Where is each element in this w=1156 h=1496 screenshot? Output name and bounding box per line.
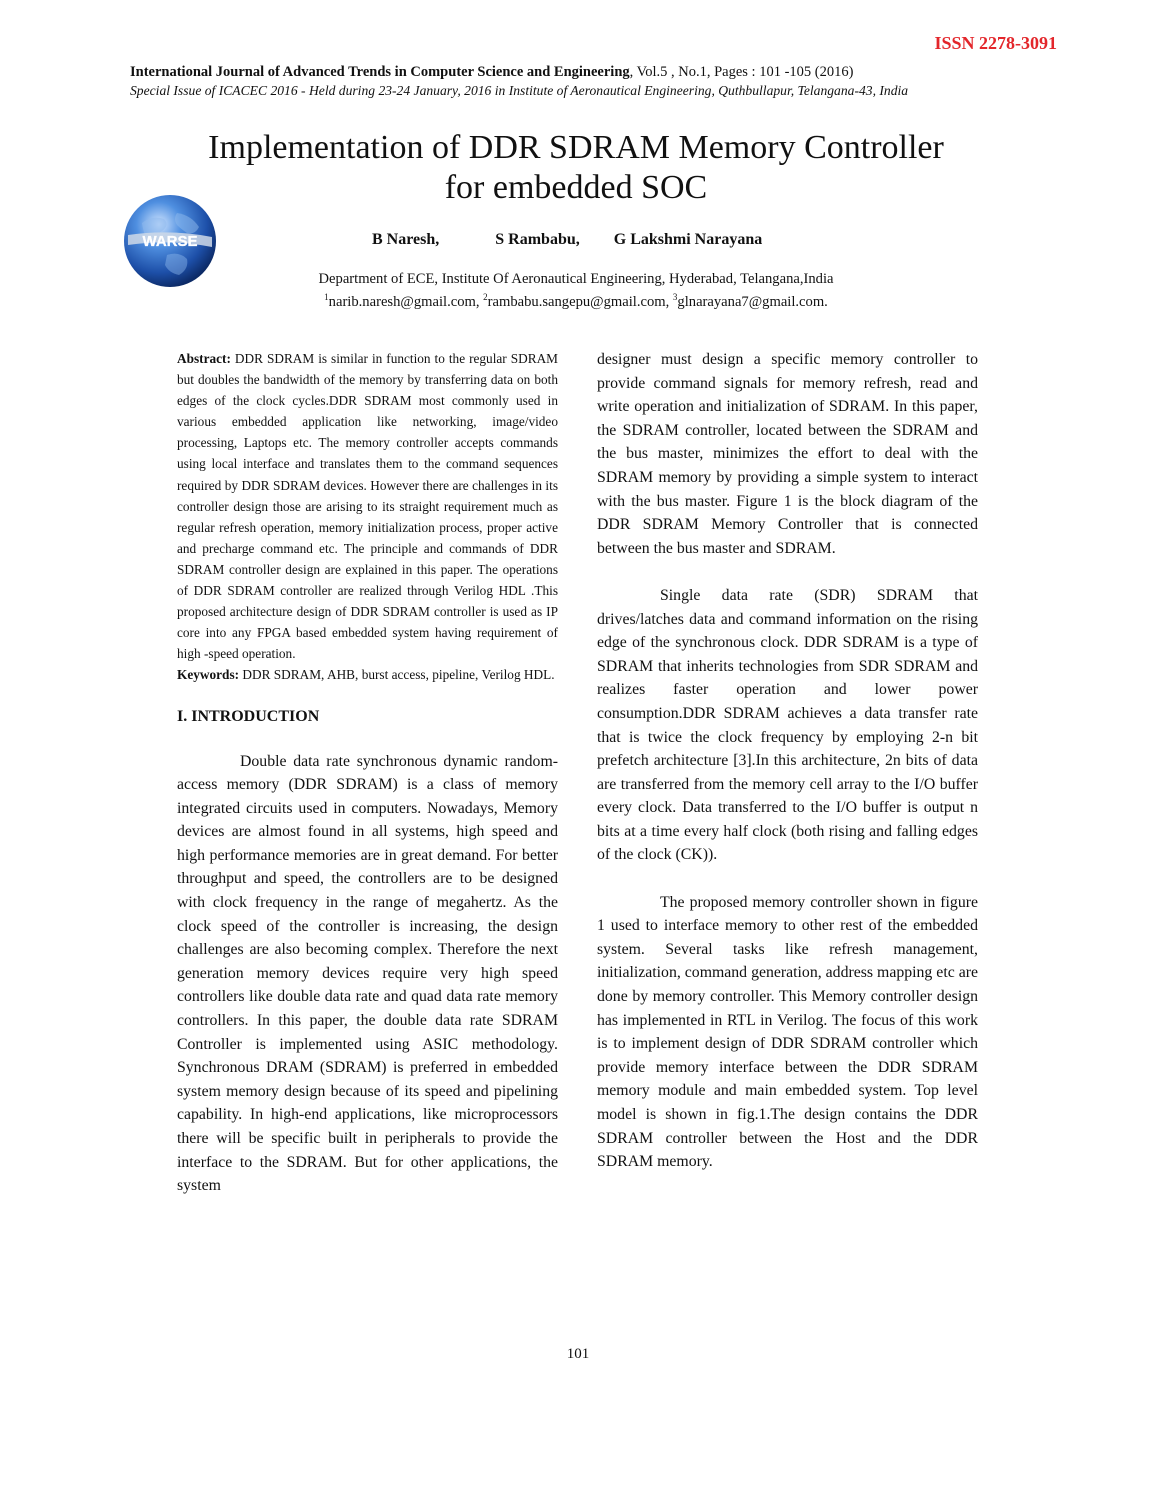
email-3: glnarayana7@gmail.com.	[677, 293, 828, 310]
title-line-1: Implementation of DDR SDRAM Memory Controller	[208, 129, 944, 166]
special-issue-line: Special Issue of ICACEC 2016 - Held during 23-24 January, 2016 in Institute of Aeronautical Engineering, Quthbullapur, Telangana-43, India	[130, 83, 909, 98]
author-3: G Lakshmi Narayana	[613, 231, 763, 248]
title-line-2: for embedded SOC	[444, 169, 708, 206]
right-column	[597, 348, 978, 1174]
email-1: narib.naresh@gmail.com,	[328, 293, 484, 310]
keywords-label: Keywords:	[177, 667, 240, 683]
keywords-text: DDR SDRAM, AHB, burst access, pipeline, Verilog HDL.	[239, 667, 555, 683]
left-column	[177, 348, 558, 1198]
section-heading: I. INTRODUCTION	[177, 707, 320, 725]
right-paragraph-3: The proposed memory controller shown in figure 1 used to interface memory to other rest of the embedded system. Several tasks like refresh management, initialization, command generation, address mapping etc are done by memory controller. This Memory controller design has implemented in RTL in Verilog. The focus of this work is to implement design of DDR SDRAM controller which provide memory interface between the DDR SDRAM memory module and main embedded system. Top level model is shown in fig.1.The design contains the DDR SDRAM controller between the Host and the DDR SDRAM memory.	[597, 893, 978, 1171]
email-sup-1: 1	[324, 292, 329, 302]
logo-text: WARSE	[142, 233, 198, 250]
author-list	[372, 231, 762, 249]
intro-paragraph-1: Double data rate synchronous dynamic random-access memory (DDR SDRAM) is a class of memory integrated circuits used in computers. Nowadays, Memory devices are almost found in all systems, high speed and high performance memories are in great demand. For better throughput and speed, the controllers are to be designed with clock frequency in the range of megahertz. As the clock speed of the controller is increasing, the design challenges are also becoming complex. Therefore the next generation memory devices require very high speed controllers like double data rate and quad data rate memory controllers. In this paper, the double data rate SDRAM Controller is implemented using ASIC methodology. Synchronous DRAM (SDRAM) is preferred in embedded system memory design because of its speed and pipelining capability. In high-end applications, like microprocessors there will be specific built in peripherals to provide the interface to the SDRAM. But for other applications, the system	[177, 752, 558, 1195]
journal-name: International Journal of Advanced Trends in Computer Science and Engineering	[130, 64, 630, 80]
affiliation-block	[200, 270, 952, 311]
page-number: 101	[566, 1346, 590, 1362]
journal-header	[130, 64, 1030, 81]
author-1: B Naresh,	[372, 231, 440, 248]
email-sup-2: 2	[483, 292, 488, 302]
affiliation: Department of ECE, Institute Of Aeronautical Engineering, Hyderabad, Telangana,India	[318, 271, 834, 287]
abstract-label: Abstract:	[177, 351, 231, 366]
keywords	[177, 664, 558, 685]
abstract	[177, 348, 558, 664]
email-list	[200, 288, 952, 311]
right-paragraph-2: Single data rate (SDR) SDRAM that drives/latches data and command information on the rising edge of the synchronous clock. DDR SDRAM is a type of SDRAM that inherits technologies from SDR SDRAM and realizes faster operation and lower power consumption.DDR SDRAM achieves a data transfer rate that is twice the clock frequency by employing 2-n bit prefetch architecture [3].In this architecture, 2n bits of data are transferred from the memory cell array to the I/O buffer every clock. Data transferred to the I/O buffer is output n bits at a time every half clock (both rising and falling edges of the clock (CK)).	[597, 586, 978, 864]
abstract-text: DDR SDRAM is similar in function to the regular SDRAM but doubles the bandwidth of the memory by transferring data on both edges of the clock cycles.DDR SDRAM most commonly used in various embedded application like networking, image/video processing, Laptops etc. The memory controller accepts commands using local interface and translates them to the command sequences required by DDR SDRAM devices. However there are challenges in its controller design those are arising to its straight requirement much as regular refresh operation, memory initialization process, proper active and precharge command etc. The principle and commands of DDR SDRAM controller design are explained in this paper. The operations of DDR SDRAM controller are realized through Verilog HDL .This proposed architecture design of DDR SDRAM controller is used as IP core into any FPGA based embedded system having requirement of high -speed operation.	[177, 351, 558, 662]
author-2: S Rambabu,	[495, 231, 580, 248]
paper-title	[120, 128, 1032, 208]
issn-label: ISSN 2278-3091	[934, 33, 1057, 53]
email-sup-3: 3	[672, 292, 678, 302]
email-2: rambabu.sangepu@gmail.com,	[487, 293, 673, 310]
journal-volume: , Vol.5 , No.1, Pages : 101 -105 (2016)	[629, 64, 854, 80]
right-paragraph-1: designer must design a specific memory controller to provide command signals for memory refresh, read and write operation and initialization of SDRAM. In this paper, the SDRAM controller, located between the SDRAM and the bus master, minimizes the effort to deal with the SDRAM memory by providing a simple system to interact with the bus master. Figure 1 is the block diagram of the DDR SDRAM Memory Controller that is connected between the bus master and SDRAM.	[597, 351, 978, 557]
